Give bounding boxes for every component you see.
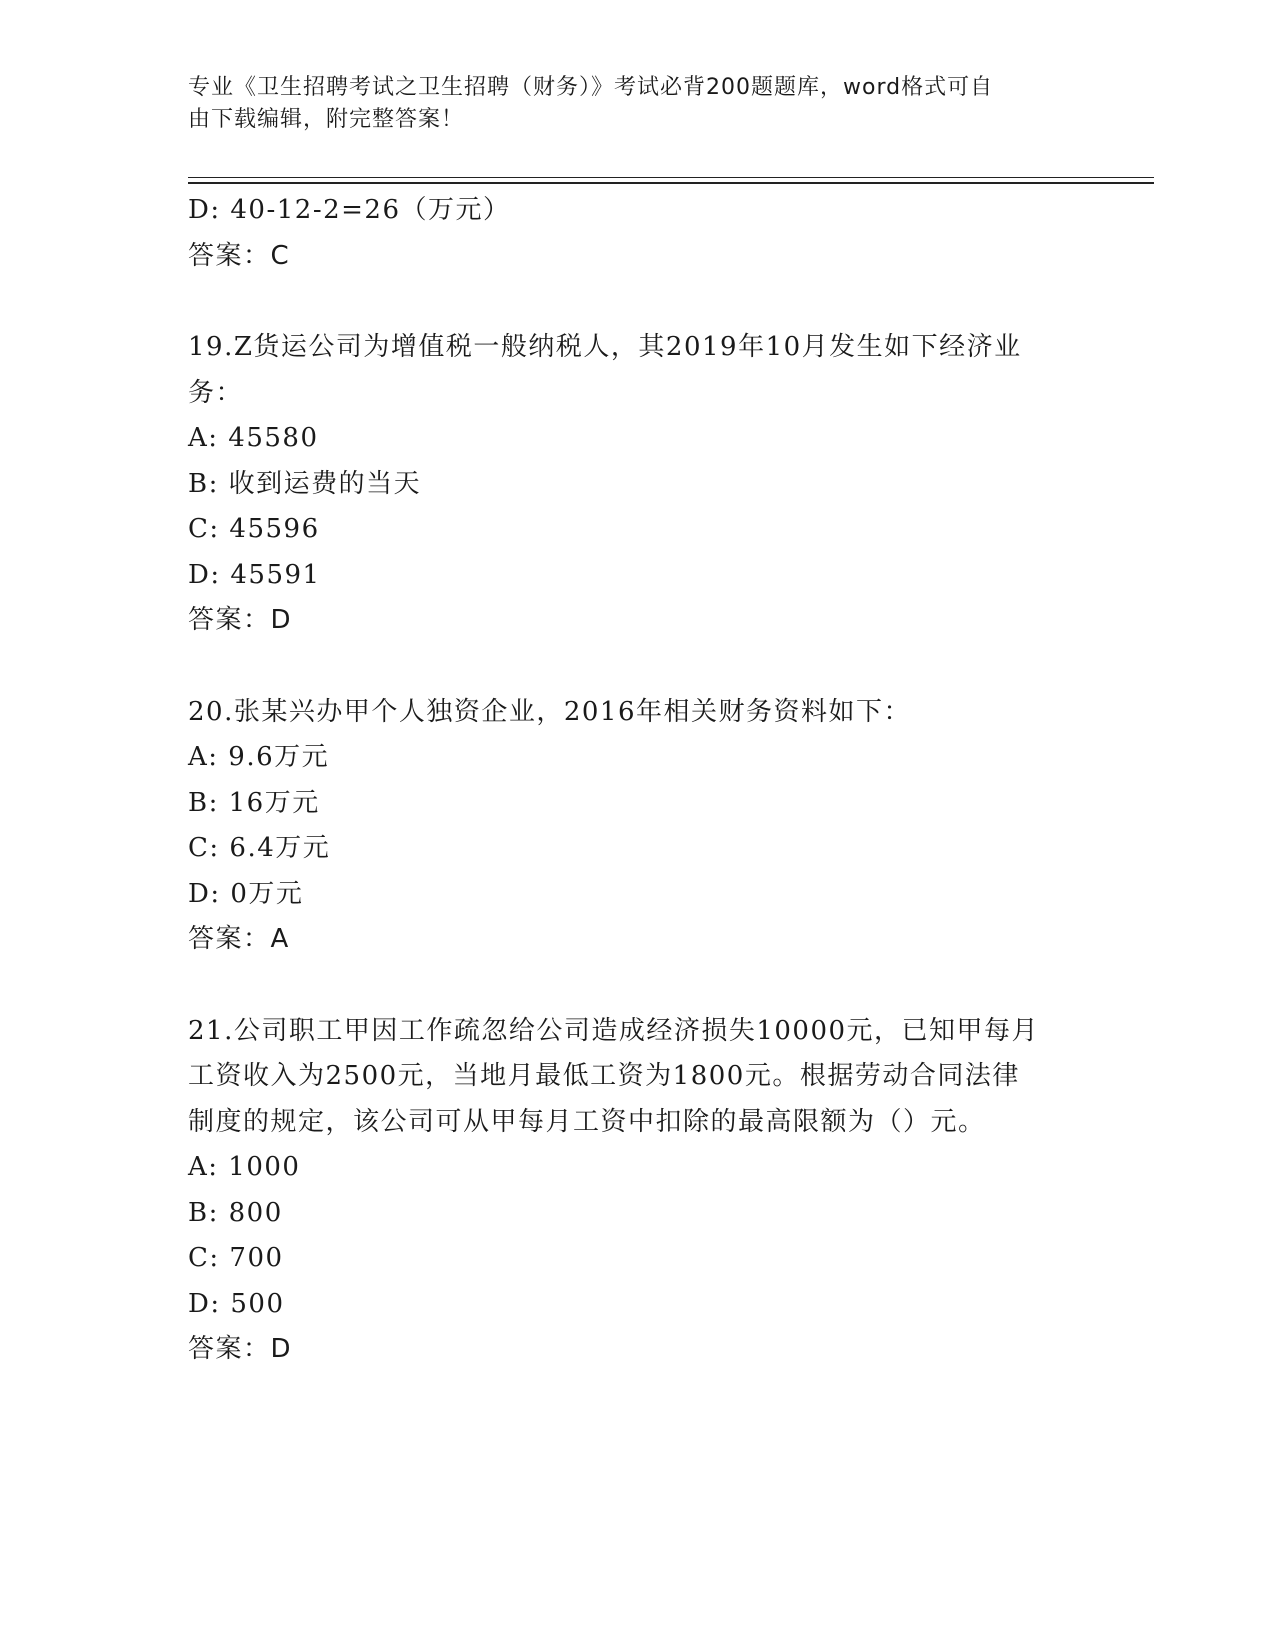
question-content <box>188 188 1088 1373</box>
option-c: C: 6.4万元 <box>188 833 331 863</box>
option-d: D: 40-12-2=26（万元） <box>188 195 511 225</box>
spacer <box>188 279 1088 325</box>
question-20 <box>188 690 1088 963</box>
header-line-1: 专业《卫生招聘考试之卫生招聘（财务）》考试必背200题题库，word格式可自 <box>188 75 994 100</box>
answer: 答案：D <box>188 605 293 635</box>
option-b: B: 收到运费的当天 <box>188 468 422 499</box>
option-d: D: 0万元 <box>188 878 304 909</box>
option-b: B: 16万元 <box>188 787 320 818</box>
option-a: A: 45580 <box>188 423 319 453</box>
answer: 答案：A <box>188 924 290 954</box>
option-c: C: 700 <box>188 1243 284 1273</box>
option-c: C: 45596 <box>188 514 320 544</box>
spacer <box>188 644 1088 690</box>
option-b: B: 800 <box>188 1197 283 1228</box>
option-a: A: 9.6万元 <box>188 742 330 772</box>
answer: 答案：C <box>188 240 291 271</box>
option-d: D: 45591 <box>188 559 321 590</box>
previous-question-tail <box>188 188 1088 279</box>
question-text: 工资收入为2500元，当地月最低工资为1800元。根据劳动合同法律 <box>188 1061 1020 1091</box>
spacer <box>188 963 1088 1009</box>
header-divider-thick <box>188 182 1154 184</box>
question-21 <box>188 1009 1088 1373</box>
document-header <box>188 72 1068 136</box>
question-text: 务： <box>188 377 244 408</box>
question-text: 19.Z货运公司为增值税一般纳税人，其2019年10月发生如下经济业 <box>188 332 1022 362</box>
answer: 答案：D <box>188 1334 293 1364</box>
question-text: 制度的规定，该公司可从甲每月工资中扣除的最高限额为（）元。 <box>188 1106 986 1137</box>
question-text: 20.张某兴办甲个人独资企业，2016年相关财务资料如下： <box>188 696 912 727</box>
header-divider-thin <box>188 177 1154 178</box>
option-a: A: 1000 <box>188 1152 301 1182</box>
question-text: 21.公司职工甲因工作疏忽给公司造成经济损失10000元，已知甲每月 <box>188 1015 1040 1046</box>
header-line-2: 由下载编辑，附完整答案！ <box>188 107 465 132</box>
option-d: D: 500 <box>188 1288 285 1319</box>
question-19 <box>188 325 1088 644</box>
